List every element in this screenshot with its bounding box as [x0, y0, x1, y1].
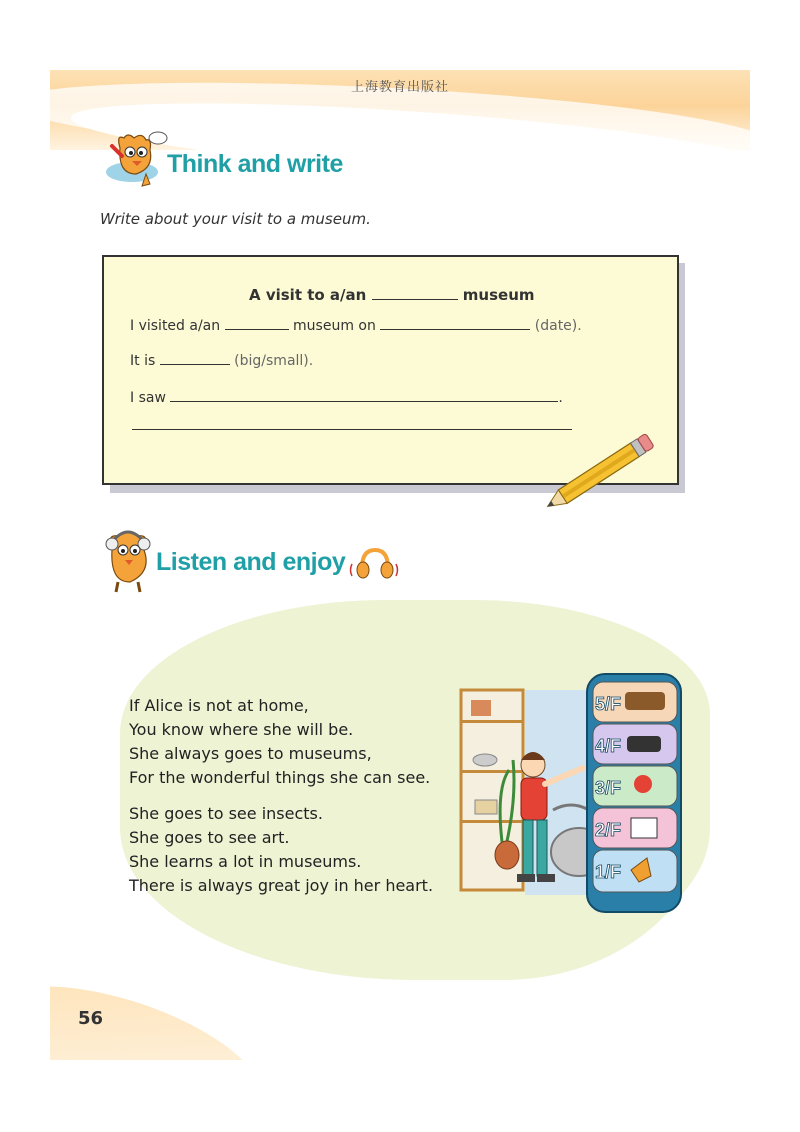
think-write-title: Think and write	[167, 150, 343, 178]
floor-label: 1/F	[595, 862, 622, 882]
form-title: A visit to a/an museum	[249, 286, 535, 304]
poem-line: For the wonderful things she can see.	[129, 768, 431, 787]
publisher-name: 上海教育出版社	[350, 80, 449, 95]
size-blank[interactable]	[160, 350, 230, 365]
textbook-page	[50, 70, 750, 1060]
cat-headphones-icon	[98, 526, 158, 596]
form-line-saw: I saw .	[130, 387, 563, 406]
headphones-icon[interactable]	[348, 546, 402, 580]
floor-label: 2/F	[595, 820, 622, 840]
cat-mascot-icon	[102, 128, 172, 194]
poem-line: She always goes to museums,	[129, 744, 372, 763]
poem-line: She goes to see insects.	[129, 804, 323, 823]
floor-label: 4/F	[595, 736, 622, 756]
poem-line: She goes to see art.	[129, 828, 290, 847]
poem-line: She learns a lot in museums.	[129, 852, 362, 871]
page-number: 56	[78, 1008, 104, 1029]
floor-label: 3/F	[595, 778, 622, 798]
pencil-icon	[536, 432, 666, 514]
poem-line: There is always great joy in her heart.	[129, 876, 434, 895]
poem-stanza-2	[129, 802, 433, 898]
poem-line: If Alice is not at home,	[129, 696, 309, 715]
poem-stanza-1	[129, 694, 430, 790]
form-line-visited: I visited a/an museum on (date).	[130, 315, 582, 334]
instruction-text: Write about your visit to a museum.	[100, 210, 371, 228]
listen-enjoy-title: Listen and enjoy	[156, 548, 346, 576]
floor-label: 5/F	[595, 694, 622, 714]
extra-writing-line[interactable]	[132, 429, 572, 430]
museum-type-blank[interactable]	[372, 285, 458, 300]
museum-blank[interactable]	[225, 315, 289, 330]
saw-blank[interactable]	[170, 387, 558, 402]
form-line-size: It is (big/small).	[130, 350, 313, 369]
date-blank[interactable]	[380, 315, 530, 330]
museum-illustration	[455, 660, 695, 925]
poem-line: You know where she will be.	[129, 720, 354, 739]
